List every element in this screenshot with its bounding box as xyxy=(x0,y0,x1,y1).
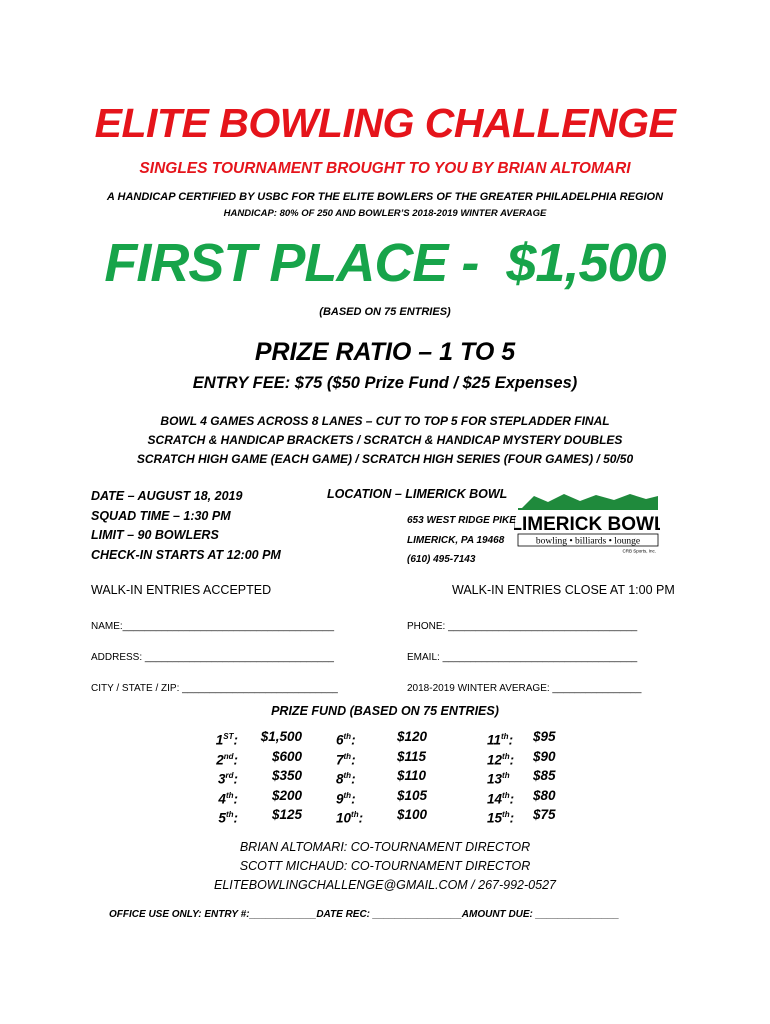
logo-credit: CRB Sports, Inc. xyxy=(622,548,656,554)
place-label: 3rd: xyxy=(217,771,238,787)
places-col-3 xyxy=(487,727,531,825)
prize-amount: $200 xyxy=(271,787,302,803)
squad-time: SQUAD TIME – 1:30 PM xyxy=(91,508,231,523)
place-label: 1ST: xyxy=(215,732,238,748)
director-line: BRIAN ALTOMARI: CO-TOURNAMENT DIRECTOR xyxy=(239,840,531,854)
prize-fund-title: PRIZE FUND (BASED ON 75 ENTRIES) xyxy=(271,704,499,718)
phone-field[interactable]: PHONE: __________________________________ xyxy=(407,621,638,632)
logo-graphic xyxy=(514,490,660,554)
prize-amount: $120 xyxy=(397,729,428,744)
first-place-headline: FIRST PLACE - $1,500 xyxy=(104,233,666,293)
rules-block xyxy=(0,412,770,469)
place-label: 13th xyxy=(487,771,510,787)
prize-amount: $85 xyxy=(533,768,556,783)
prize-amount: $80 xyxy=(533,787,556,803)
place-label: 14th: xyxy=(487,790,515,806)
place-label: 5th: xyxy=(218,810,238,826)
walkin-close: WALK-IN ENTRIES CLOSE AT 1:00 PM xyxy=(452,583,675,597)
place-label: 10th: xyxy=(336,810,364,826)
prize-amount: $90 xyxy=(533,748,556,764)
location-label: LOCATION – LIMERICK BOWL xyxy=(327,487,508,501)
logo-name: LIMERICK BOWL xyxy=(514,514,660,535)
address-field[interactable]: ADDRESS: __________________________________ xyxy=(91,652,334,663)
directors-block xyxy=(0,838,770,895)
contact-line: ELITEBOWLINGCHALLENGE@GMAIL.COM / 267-992-0527 xyxy=(214,878,556,892)
place-label: 9th: xyxy=(336,790,356,806)
name-field[interactable]: NAME:______________________________________ xyxy=(91,621,335,632)
city-address: LIMERICK, PA 19468 xyxy=(407,534,505,546)
prize-amount: $600 xyxy=(271,748,302,764)
venue-phone: (610) 495-7143 xyxy=(407,554,476,565)
place-label: 7th: xyxy=(336,751,356,767)
email-field[interactable]: EMAIL: ___________________________________ xyxy=(407,652,638,663)
prize-amount: $75 xyxy=(533,807,556,822)
event-details xyxy=(91,487,281,565)
location-address xyxy=(407,511,516,570)
rule-line: SCRATCH & HANDICAP BRACKETS / SCRATCH & HANDICAP MYSTERY DOUBLES xyxy=(147,433,623,447)
logo-tagline: bowling • billiards • lounge xyxy=(535,536,641,547)
amounts-col-3 xyxy=(533,727,573,825)
place-label: 12th: xyxy=(487,751,515,767)
based-on-entries: (BASED ON 75 ENTRIES) xyxy=(319,306,451,318)
place-label: 15th: xyxy=(487,810,515,826)
prize-amount: $100 xyxy=(397,807,428,822)
rule-line: SCRATCH HIGH GAME (EACH GAME) / SCRATCH HIGH SERIES (FOUR GAMES) / 50/50 xyxy=(136,452,634,466)
director-line: SCOTT MICHAUD: CO-TOURNAMENT DIRECTOR xyxy=(239,859,531,873)
place-label: 11th: xyxy=(487,732,514,748)
place-label: 8th: xyxy=(336,771,356,787)
prize-amount: $95 xyxy=(533,729,556,744)
place-label: 4th: xyxy=(218,790,238,806)
prize-ratio: PRIZE RATIO – 1 TO 5 xyxy=(254,338,516,366)
prize-amount: $350 xyxy=(271,768,302,783)
prize-amount: $1,500 xyxy=(260,729,302,744)
street-address: 653 WEST RIDGE PIKE xyxy=(407,515,516,526)
subtitle: SINGLES TOURNAMENT BROUGHT TO YOU BY BRIAN ALTOMARI xyxy=(139,160,631,177)
amounts-col-2 xyxy=(397,727,447,825)
check-in-time: CHECK-IN STARTS AT 12:00 PM xyxy=(91,547,281,562)
entry-fee: ENTRY FEE: $75 ($50 Prize Fund / $25 Expenses) xyxy=(192,374,578,392)
walkin-accepted: WALK-IN ENTRIES ACCEPTED xyxy=(91,583,272,597)
place-label: 2nd: xyxy=(216,751,238,767)
limerick-bowl-logo xyxy=(514,490,660,554)
prize-amount: $115 xyxy=(397,748,427,764)
prize-amount: $105 xyxy=(397,787,428,803)
city-state-zip-field[interactable]: CITY / STATE / ZIP: ____________________________ xyxy=(91,683,338,694)
event-date: DATE – AUGUST 18, 2019 xyxy=(91,489,243,503)
office-use-line: OFFICE USE ONLY: ENTRY #:____________DATE REC: ________________AMOUNT DUE: _______________ xyxy=(109,909,620,920)
rule-line: BOWL 4 GAMES ACROSS 8 LANES – CUT TO TOP 5 FOR STEPLADDER FINAL xyxy=(160,414,610,428)
winter-average-field[interactable]: 2018-2019 WINTER AVERAGE: ________________ xyxy=(407,683,642,694)
amounts-col-1 xyxy=(248,727,302,825)
places-col-1 xyxy=(196,727,238,825)
place-label: 6th: xyxy=(336,732,356,748)
bowler-limit: LIMIT – 90 BOWLERS xyxy=(91,528,219,542)
prize-amount: $125 xyxy=(271,807,302,822)
prize-amount: $110 xyxy=(397,768,427,783)
places-col-2 xyxy=(336,727,392,825)
handicap-line: HANDICAP: 80% OF 250 AND BOWLER’S 2018-2019 WINTER AVERAGE xyxy=(223,208,547,219)
certification-line: A HANDICAP CERTIFIED BY USBC FOR THE ELITE BOWLERS OF THE GREATER PHILADELPHIA REGION xyxy=(106,191,664,203)
page-title: ELITE BOWLING CHALLENGE xyxy=(94,100,676,146)
